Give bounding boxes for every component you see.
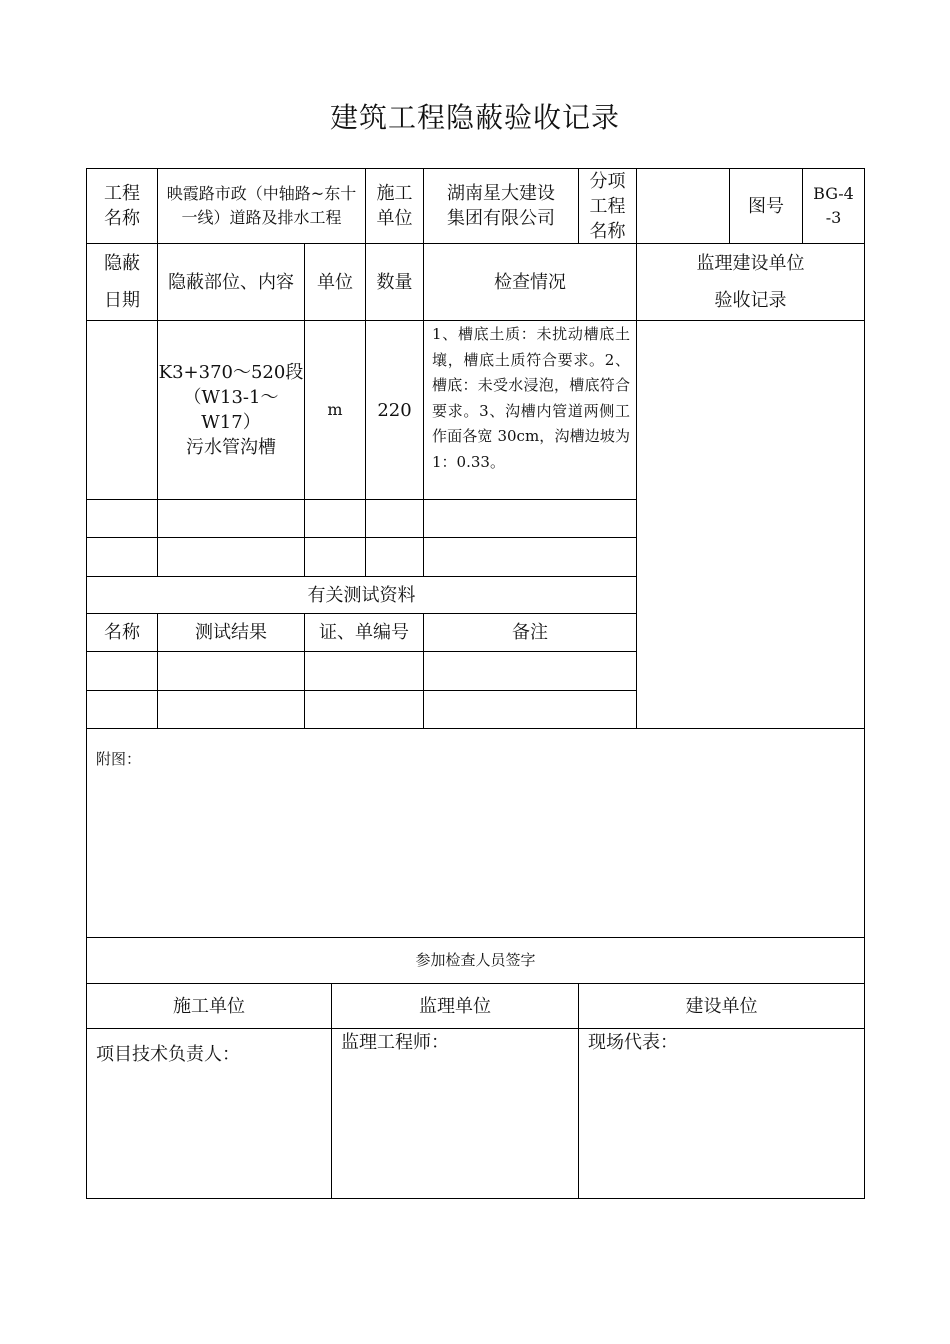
row-quantity: 220 (377, 399, 412, 421)
subitem-label: 分项 工程 名称 (589, 170, 626, 242)
signature-section-title: 参加检查人员签字 (415, 951, 536, 969)
subitem-value (637, 169, 729, 243)
test-col-name: 名称 (104, 622, 140, 643)
contractor-label: 施工 单位 (376, 183, 413, 229)
sign-role-site-representative: 现场代表： (588, 1032, 678, 1053)
col-unit: 单位 (317, 271, 353, 293)
test-col-cert-number: 证、单编号 (319, 622, 409, 643)
test-col-remarks: 备注 (512, 622, 548, 643)
col-quantity: 数量 (376, 271, 413, 293)
sign-role-tech-lead: 项目技术负责人： (96, 1044, 240, 1065)
drawing-number-value: BG-4 -3 (813, 184, 854, 227)
row-part: K3+370～520段 （W13-1～W17） 污水管沟槽 (158, 362, 304, 458)
col-supervision-record: 监理建设单位 验收记录 (696, 253, 805, 311)
col-inspection: 检查情况 (494, 271, 566, 293)
row-inspection: 1、槽底土质：未扰动槽底土壤，槽底土质符合要求。2、槽底：未受水浸泡，槽底符合要求。3、沟槽内管道两侧工作面各宽 30cm，沟槽边坡为 1：0.33。 (432, 325, 630, 471)
contractor-value: 湖南星大建设 集团有限公司 (447, 183, 555, 229)
sign-unit-contractor: 施工单位 (173, 995, 245, 1017)
test-section-title: 有关测试资料 (307, 584, 416, 606)
sign-unit-owner: 建设单位 (685, 995, 758, 1017)
project-name-value: 映霞路市政（中轴路~东十 一线）道路及排水工程 (166, 184, 357, 227)
page-title: 建筑工程隐蔽验收记录 (329, 101, 620, 134)
project-name-label: 工程 名称 (104, 183, 140, 229)
drawing-number-label: 图号 (748, 195, 784, 217)
sign-role-supervising-engineer: 监理工程师： (341, 1032, 449, 1053)
sign-unit-supervision: 监理单位 (419, 995, 491, 1017)
test-col-result: 测试结果 (195, 622, 267, 643)
attachment-label: 附图： (96, 750, 142, 768)
row-date (87, 321, 157, 499)
row-unit: m (327, 400, 343, 419)
col-hidden-part: 隐蔽部位、内容 (168, 271, 294, 293)
col-hidden-date: 隐蔽 日期 (104, 253, 140, 311)
